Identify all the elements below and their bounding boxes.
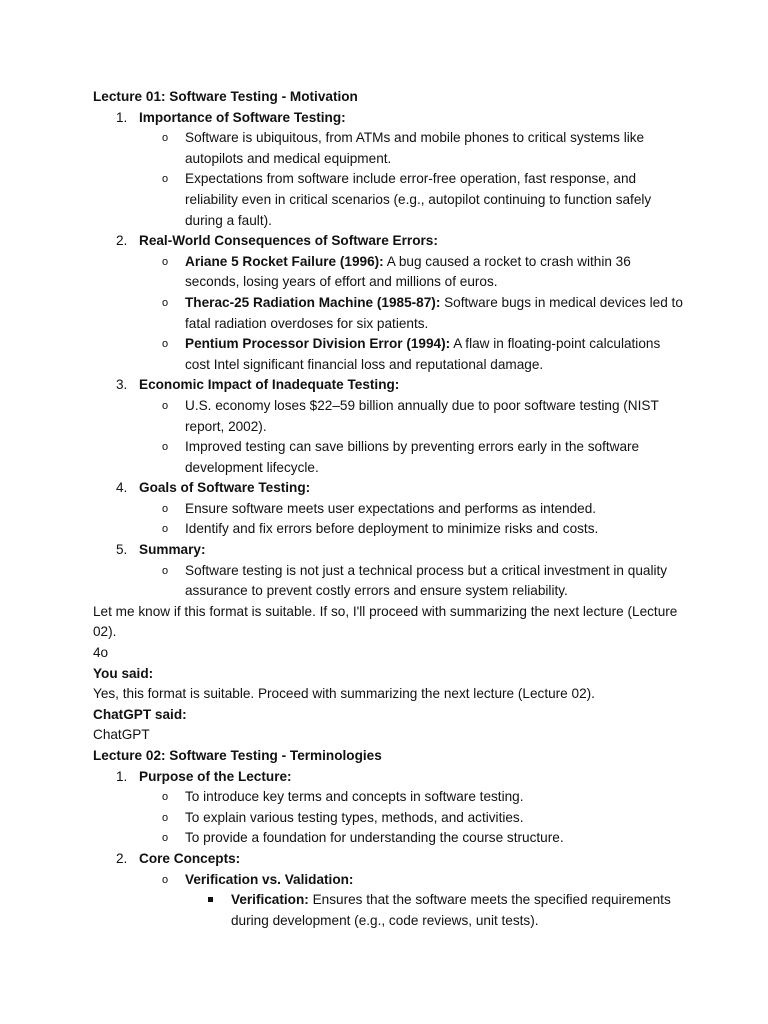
sub-bullets: [185, 890, 683, 931]
circle-bullet-icon: o: [162, 791, 169, 804]
l2-section-1: [93, 767, 683, 849]
circle-bullet-icon: o: [162, 338, 169, 351]
section-heading: Goals of Software Testing:: [139, 480, 311, 496]
chat-note: Let me know if this format is suitable. If so, I'll proceed with summarizing the next lecture (Lecture 02).: [93, 603, 678, 640]
section-heading: Real-World Consequences of Software Errors:: [139, 233, 438, 249]
l1-section-1: [93, 108, 683, 232]
lecture-02-sections: [93, 767, 683, 932]
circle-bullet-icon: o: [162, 441, 169, 454]
section-bullets: [139, 787, 683, 849]
section-number: 1.: [116, 109, 128, 125]
circle-bullet-icon: o: [162, 132, 169, 145]
section-number: 5.: [116, 542, 128, 558]
section-bullets: [139, 252, 683, 376]
list-item: o Expectations from software include error-free operation, fast response, and reliability even in critical scenarios (e.g., autopilot continuing to function safely during a fault).: [162, 171, 652, 228]
section-heading: Purpose of the Lecture:: [139, 768, 292, 784]
list-item: o To introduce key terms and concepts in software testing.: [139, 787, 683, 808]
section-number: 2.: [116, 233, 128, 249]
section-bullets: [139, 870, 683, 932]
section-number: 4.: [116, 480, 128, 496]
section-heading: Economic Impact of Inadequate Testing:: [139, 377, 400, 393]
you-said-label: You said:: [93, 665, 154, 681]
circle-bullet-icon: o: [162, 811, 169, 824]
list-item: o Verification vs. Validation: Verification: Ensures that the software meets the specified requirements during development (e.g., code reviews, unit tests).: [139, 870, 683, 932]
list-item: o U.S. economy loses $22–59 billion annually due to poor software testing (NIST report, 2002).: [162, 397, 659, 434]
list-item: o Identify and fix errors before deployment to minimize risks and costs.: [139, 519, 683, 540]
list-item: o To explain various testing types, methods, and activities.: [139, 808, 683, 829]
chatgpt-name: ChatGPT: [93, 727, 150, 743]
list-item: o Ensure software meets user expectations and performs as intended.: [139, 499, 683, 520]
circle-bullet-icon: o: [162, 873, 169, 886]
list-item: Verification: Ensures that the software meets the specified requirements during development (e.g., code reviews, unit tests).: [185, 890, 683, 931]
list-item: o Software testing is not just a technical process but a critical investment in quality assurance to prevent costly errors and ensure system reliability.: [162, 562, 668, 599]
list-item: o Improved testing can save billions by preventing errors early in the software development lifecycle.: [162, 439, 640, 475]
section-bullets: [139, 499, 683, 540]
section-heading: Core Concepts:: [139, 850, 241, 866]
list-item: o Software is ubiquitous, from ATMs and mobile phones to critical systems like autopilots and medical equipment.: [162, 130, 645, 166]
section-bullets: [139, 128, 683, 231]
circle-bullet-icon: o: [162, 296, 169, 309]
lecture-01-title: Lecture 01: Software Testing - Motivation: [93, 89, 358, 104]
list-item: o To provide a foundation for understanding the course structure.: [139, 828, 683, 849]
list-item: o Ariane 5 Rocket Failure (1996): A bug caused a rocket to crash within 36 seconds, losing years of effort and millions of euros.: [162, 253, 631, 290]
section-heading: Summary:: [139, 542, 206, 558]
section-bullets: [139, 561, 683, 602]
document-content: [93, 87, 683, 931]
model-label: 4o: [93, 645, 109, 661]
lecture-01-sections: [93, 108, 683, 602]
l1-section-4: [93, 478, 683, 540]
square-bullet-icon: [208, 897, 213, 902]
section-heading: Importance of Software Testing:: [139, 109, 346, 125]
circle-bullet-icon: o: [162, 523, 169, 536]
l2-section-2: [93, 849, 683, 931]
circle-bullet-icon: o: [162, 564, 169, 577]
l1-section-5: [93, 540, 683, 602]
circle-bullet-icon: o: [162, 399, 169, 412]
l1-section-3: [93, 375, 683, 478]
circle-bullet-icon: o: [162, 255, 169, 268]
user-message: Yes, this format is suitable. Proceed with summarizing the next lecture (Lecture 02).: [93, 686, 595, 702]
circle-bullet-icon: o: [162, 502, 169, 515]
l1-section-2: [93, 231, 683, 375]
section-number: 3.: [116, 377, 128, 393]
circle-bullet-icon: o: [162, 173, 169, 186]
lecture-02-title: Lecture 02: Software Testing - Terminologies: [93, 748, 382, 763]
section-number: 1.: [116, 768, 128, 784]
circle-bullet-icon: o: [162, 832, 169, 845]
section-bullets: [139, 396, 683, 478]
section-number: 2.: [116, 850, 128, 866]
chatgpt-said-label: ChatGPT said:: [93, 706, 187, 722]
list-item: o Pentium Processor Division Error (1994): A flaw in floating-point calculations cost Intel significant financial loss and reputational damage.: [162, 336, 661, 372]
list-item: o Therac-25 Radiation Machine (1985-87): Software bugs in medical devices led to fatal radiation overdoses for six patients.: [162, 294, 683, 331]
